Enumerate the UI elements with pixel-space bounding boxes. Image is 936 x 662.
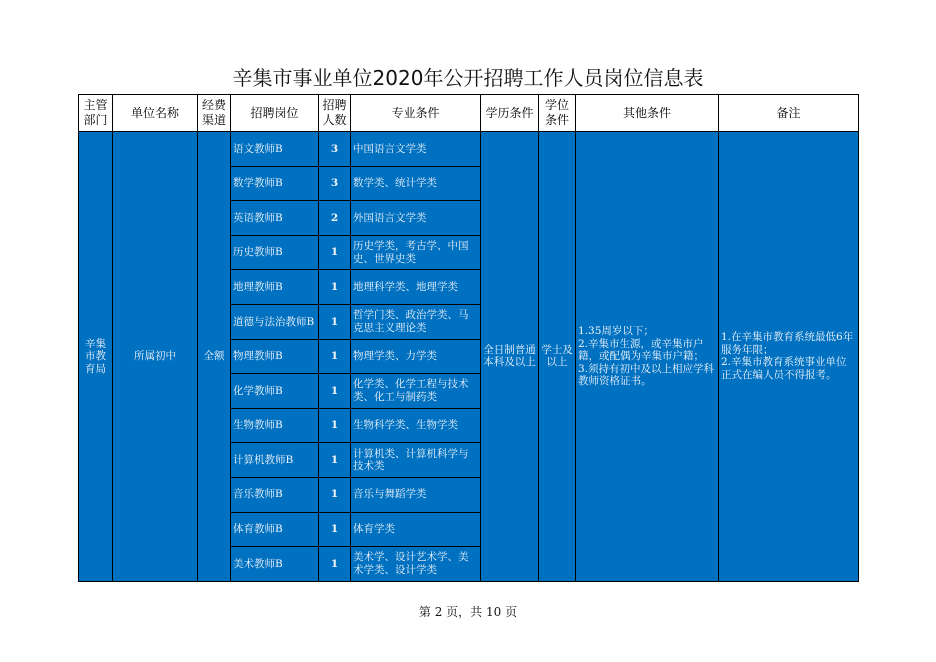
major-cell: 音乐与舞蹈学类 xyxy=(351,477,481,512)
major-cell: 生物科学类、生物学类 xyxy=(351,408,481,443)
major-cell: 物理学类、力学类 xyxy=(351,339,481,374)
major-cell: 外国语言文学类 xyxy=(351,201,481,236)
major-cell: 化学类、化学工程与技术类、化工与制药类 xyxy=(351,374,481,409)
position-cell: 道德与法治教师B xyxy=(231,304,319,339)
position-cell: 体育教师B xyxy=(231,512,319,547)
count-cell: 1 xyxy=(319,304,351,339)
count-cell: 1 xyxy=(319,374,351,409)
major-cell: 历史学类，考古学、中国史、世界史类 xyxy=(351,235,481,270)
page-title: 辛集市事业单位2020年公开招聘工作人员岗位信息表 xyxy=(232,66,704,90)
major-cell: 数学类、统计学类 xyxy=(351,166,481,201)
position-cell: 计算机教师B xyxy=(231,443,319,478)
position-cell: 英语教师B xyxy=(231,201,319,236)
recruitment-table xyxy=(78,94,859,582)
count-cell: 1 xyxy=(319,477,351,512)
count-cell: 1 xyxy=(319,339,351,374)
header-funding: 经费渠道 xyxy=(198,95,231,132)
department-cell: 辛集市教育局 xyxy=(79,132,113,582)
major-cell: 哲学门类、政治学类、马克思主义理论类 xyxy=(351,304,481,339)
count-cell: 2 xyxy=(319,201,351,236)
position-cell: 历史教师B xyxy=(231,235,319,270)
header-other: 其他条件 xyxy=(576,95,719,132)
funding-cell: 全额 xyxy=(198,132,231,582)
major-cell: 地理科学类、地理学类 xyxy=(351,270,481,305)
other-condition-line: 3.须持有初中及以上相应学科教师资格证书。 xyxy=(578,362,715,388)
count-cell: 1 xyxy=(319,512,351,547)
count-cell: 3 xyxy=(319,132,351,167)
position-cell: 音乐教师B xyxy=(231,477,319,512)
header-education: 学历条件 xyxy=(481,95,539,132)
position-cell: 美术教师B xyxy=(231,547,319,582)
header-degree: 学位条件 xyxy=(539,95,576,132)
position-cell: 地理教师B xyxy=(231,270,319,305)
count-cell: 1 xyxy=(319,235,351,270)
header-unit: 单位名称 xyxy=(113,95,198,132)
position-cell: 生物教师B xyxy=(231,408,319,443)
header-position: 招聘岗位 xyxy=(231,95,319,132)
major-cell: 体育学类 xyxy=(351,512,481,547)
unit-cell: 所属初中 xyxy=(113,132,198,582)
other-condition-line: 1.35周岁以下； xyxy=(578,325,654,338)
header-row xyxy=(79,95,859,132)
count-cell: 1 xyxy=(319,408,351,443)
position-cell: 化学教师B xyxy=(231,374,319,409)
other-condition-line: 2.辛集市生源，或辛集市户籍，或配偶为辛集市户籍； xyxy=(578,337,704,363)
header-remarks: 备注 xyxy=(719,95,859,132)
header-count: 招聘人数 xyxy=(319,95,351,132)
page-number: 第 2 页，共 10 页 xyxy=(418,605,518,619)
other-conditions-cell xyxy=(576,132,719,582)
table-row xyxy=(79,132,859,167)
major-cell: 计算机类、计算机科学与技术类 xyxy=(351,443,481,478)
remark-line: 1.在辛集市教育系统最低6年服务年限； xyxy=(721,331,854,356)
degree-cell: 学士及以上 xyxy=(539,132,576,582)
education-cell: 全日制普通本科及以上 xyxy=(481,132,539,582)
position-cell: 物理教师B xyxy=(231,339,319,374)
count-cell: 3 xyxy=(319,166,351,201)
header-major: 专业条件 xyxy=(351,95,481,132)
remarks-cell xyxy=(719,132,859,582)
count-cell: 1 xyxy=(319,443,351,478)
position-cell: 数学教师B xyxy=(231,166,319,201)
count-cell: 1 xyxy=(319,547,351,582)
major-cell: 美术学、设计艺术学、美术学类、设计学类 xyxy=(351,547,481,582)
position-cell: 语文教师B xyxy=(231,132,319,167)
header-department: 主管部门 xyxy=(79,95,113,132)
major-cell: 中国语言文学类 xyxy=(351,132,481,167)
count-cell: 1 xyxy=(319,270,351,305)
remark-line: 2.辛集市教育系统事业单位正式在编人员不得报考。 xyxy=(721,356,847,381)
